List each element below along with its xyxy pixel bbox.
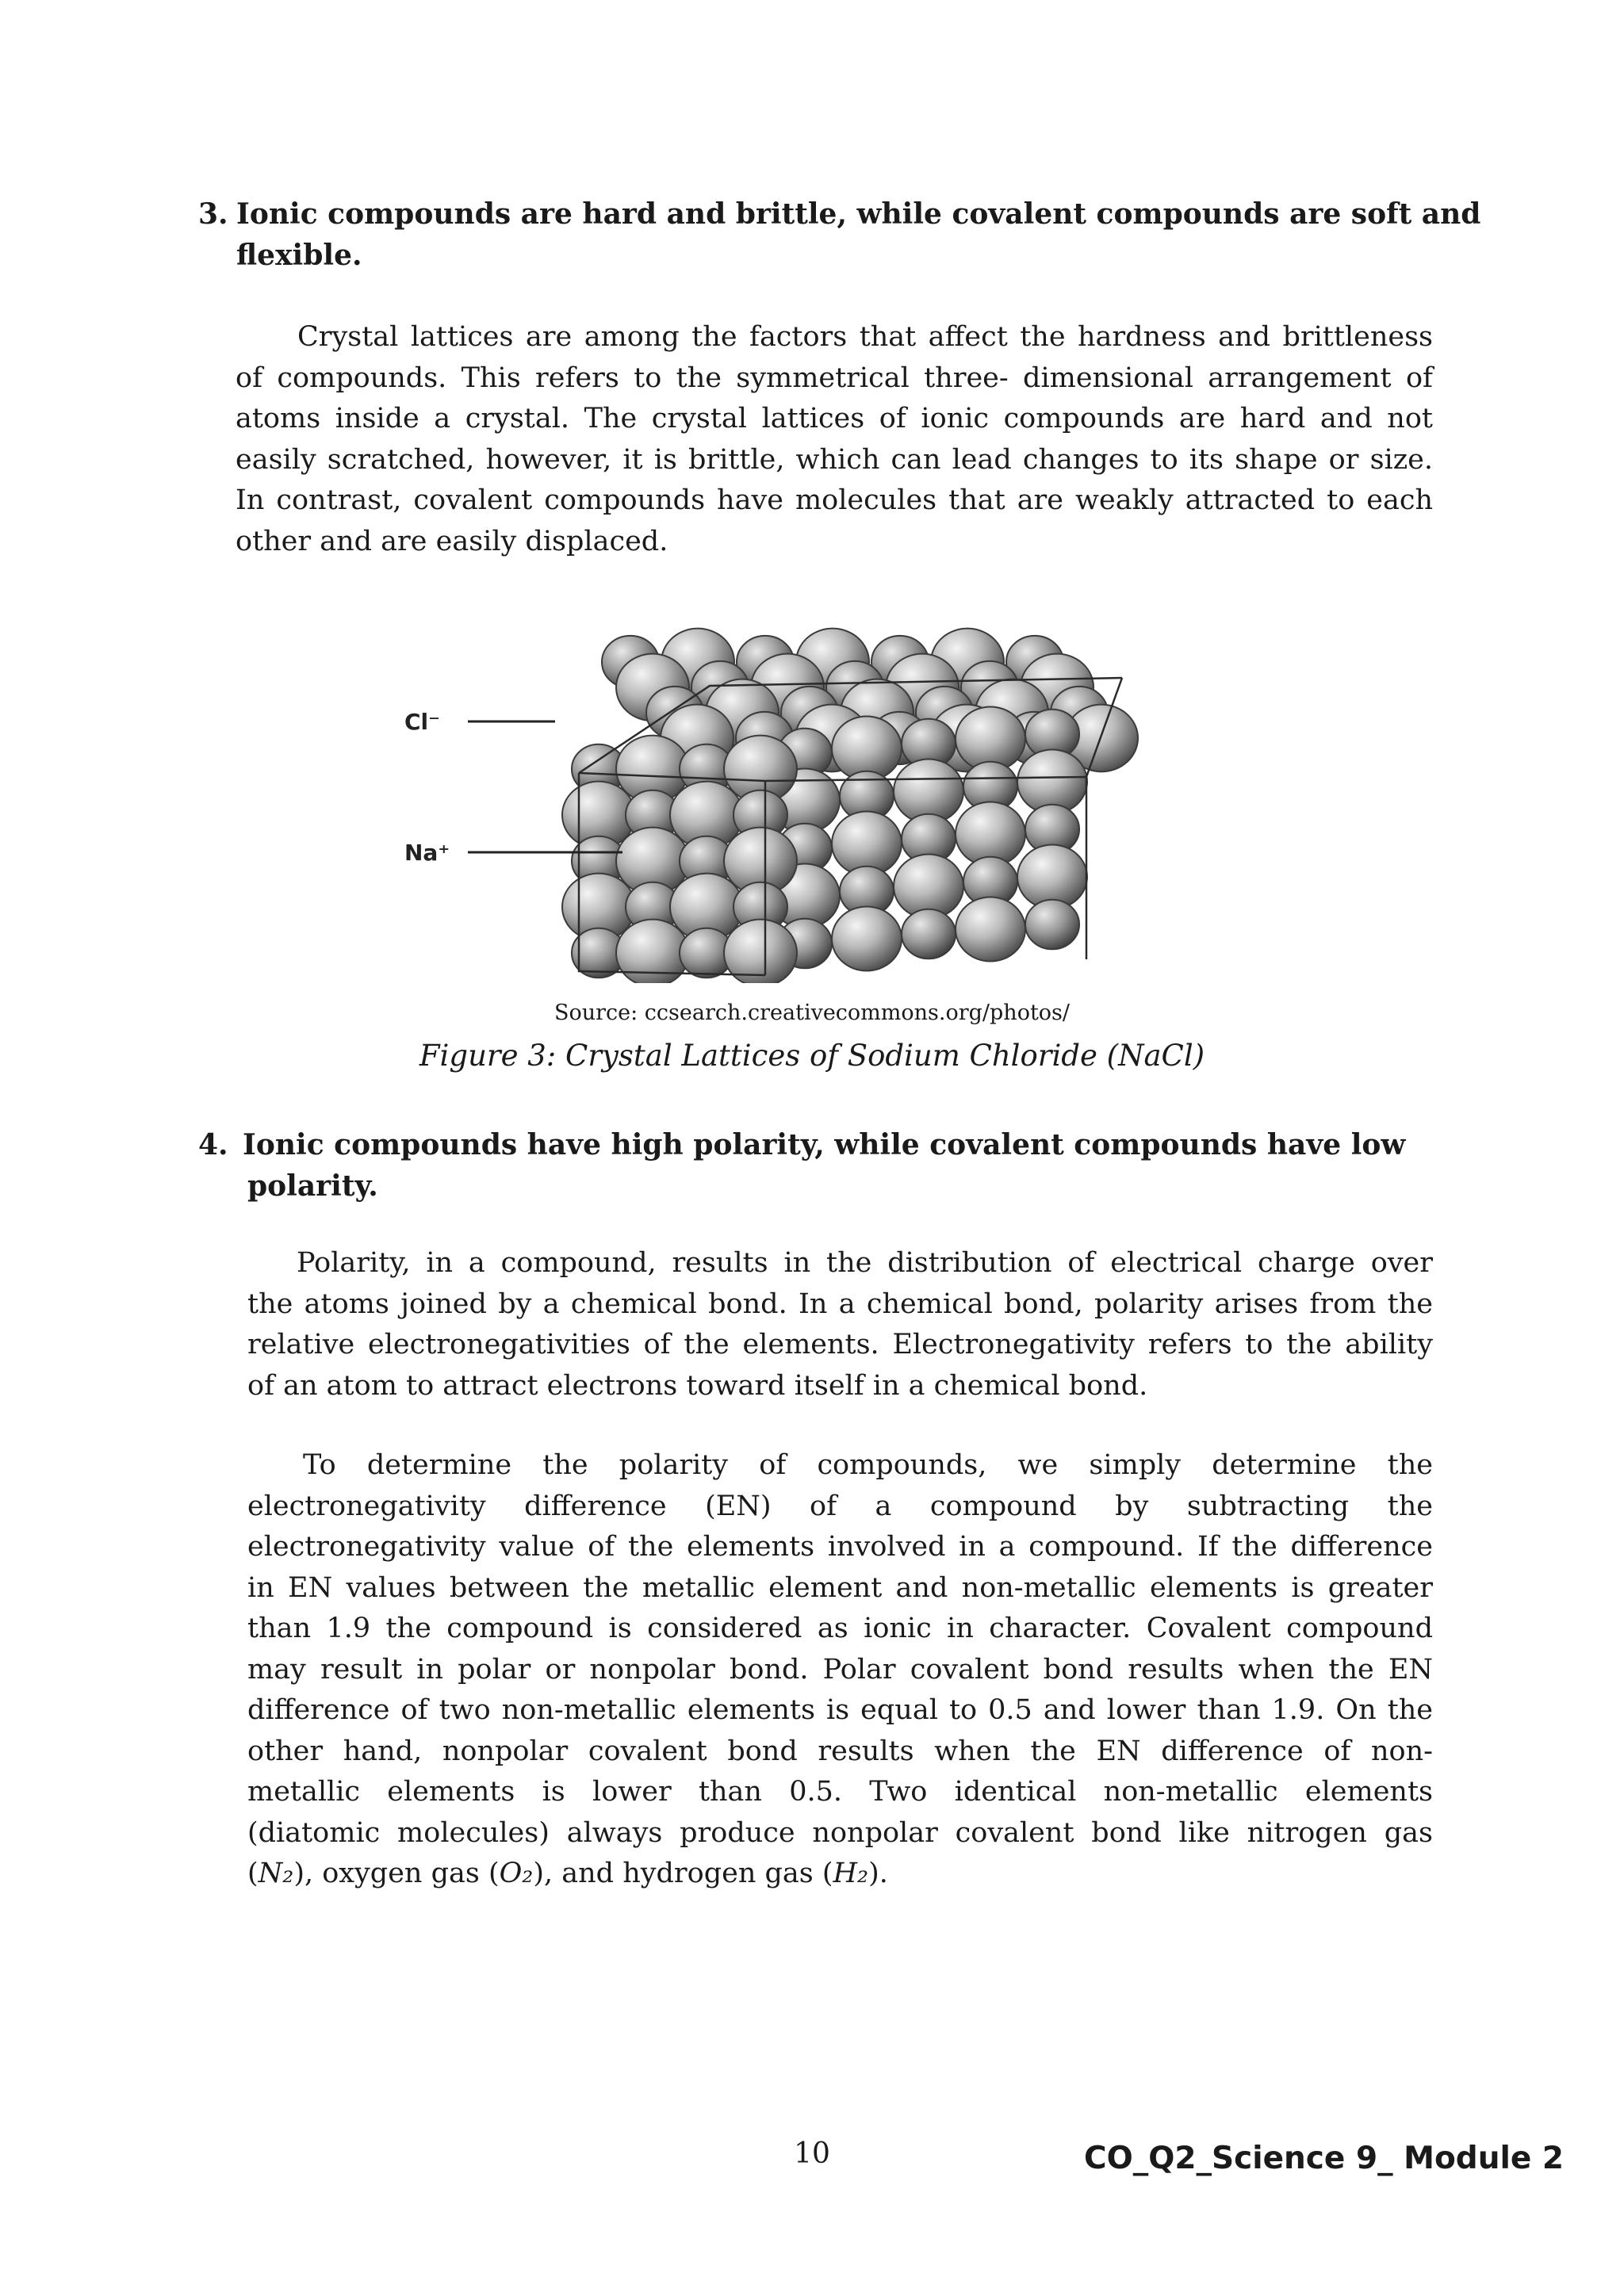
- paragraph-line: in EN values between the metallic element and non-metallic elements is greater: [247, 1571, 1433, 1604]
- oxygen-formula: O₂: [499, 1858, 534, 1889]
- paragraph-line: electronegativity value of the elements involved in a compound. If the difference: [247, 1531, 1433, 1563]
- chloride-ion: [832, 907, 902, 971]
- chloride-ion: [956, 897, 1025, 962]
- paragraph-line: than 1.9 the compound is considered as ionic in character. Covalent compound: [247, 1613, 1433, 1644]
- page-number: 10: [794, 2137, 830, 2170]
- paragraph-line: metallic elements is lower than 0.5. Two identical non-metallic elements: [247, 1776, 1433, 1808]
- paragraph-line: of compounds. This refers to the symmetrical three- dimensional arrangement of: [236, 362, 1433, 394]
- cl-label: Cl⁻: [404, 709, 440, 735]
- paragraph-line: electronegativity difference (EN) of a compound by subtracting the: [247, 1490, 1433, 1522]
- paragraph-line: In contrast, covalent compounds have molecules that are weakly attracted to each: [236, 484, 1433, 516]
- nacl-crystal-lattice-figure: [393, 618, 1170, 983]
- text-fragment: ), oxygen gas (: [293, 1858, 500, 1889]
- section-4-number: 4.: [198, 1128, 228, 1161]
- hydrogen-formula: H₂: [833, 1858, 869, 1889]
- paragraph-line: other and are easily displaced.: [236, 525, 668, 557]
- section-4-heading-line-1: Ionic compounds have high polarity, while covalent compounds have low: [243, 1128, 1406, 1161]
- lattice-atoms: [562, 629, 1138, 983]
- section-3-paragraph: [236, 317, 1433, 562]
- paragraph-line: Crystal lattices are among the factors that affect the hardness and brittleness: [297, 321, 1433, 353]
- paragraph-line: other hand, nonpolar covalent bond results when the EN difference of non-: [247, 1735, 1433, 1767]
- section-4-paragraph-2: [247, 1445, 1433, 1895]
- paragraph-line: (diatomic molecules) always produce nonpolar covalent bond like nitrogen gas: [247, 1816, 1433, 1849]
- paragraph-line: difference of two non-metallic elements is equal to 0.5 and lower than 1.9. On the: [247, 1694, 1433, 1726]
- figure-source: Source: ccsearch.creativecommons.org/photos/: [553, 1001, 1071, 1025]
- paragraph-line: may result in polar or nonpolar bond. Polar covalent bond results when the EN: [247, 1653, 1433, 1686]
- paragraph-line: of an atom to attract electrons toward itself in a chemical bond.: [247, 1369, 1148, 1402]
- paragraph-line: relative electronegativities of the elements. Electronegativity refers to the ability: [247, 1329, 1433, 1360]
- module-code: CO_Q2_Science 9_ Module 2: [1083, 2141, 1564, 2176]
- nitrogen-formula: N₂: [258, 1858, 294, 1889]
- section-3-number: 3.: [198, 197, 228, 231]
- section-4-heading-line-2: polarity.: [247, 1169, 378, 1203]
- paragraph-line: Polarity, in a compound, results in the distribution of electrical charge over: [297, 1247, 1433, 1279]
- text-fragment: (: [247, 1858, 259, 1889]
- text-fragment: ).: [868, 1858, 888, 1889]
- paragraph-last-line: [247, 1854, 1433, 1895]
- section-3-heading-line-1: Ionic compounds are hard and brittle, while covalent compounds are soft and: [236, 197, 1481, 231]
- paragraph-line: the atoms joined by a chemical bond. In a chemical bond, polarity arises from the: [247, 1288, 1433, 1320]
- na-label: Na⁺: [404, 840, 450, 866]
- text-fragment: ), and hydrogen gas (: [533, 1858, 833, 1889]
- paragraph-line: atoms inside a crystal. The crystal lattices of ionic compounds are hard and not: [236, 403, 1433, 434]
- paragraph-line: To determine the polarity of compounds, we simply determine the: [303, 1449, 1433, 1481]
- section-3-heading-line-2: flexible.: [236, 239, 362, 272]
- paragraph-line: easily scratched, however, it is brittle, which can lead changes to its shape or size.: [236, 443, 1433, 476]
- figure-caption: Figure 3: Crystal Lattices of Sodium Chloride (NaCl): [419, 1039, 1205, 1073]
- sodium-ion: [902, 909, 956, 959]
- sodium-ion: [1025, 900, 1079, 950]
- section-4-paragraph-1: [247, 1243, 1433, 1406]
